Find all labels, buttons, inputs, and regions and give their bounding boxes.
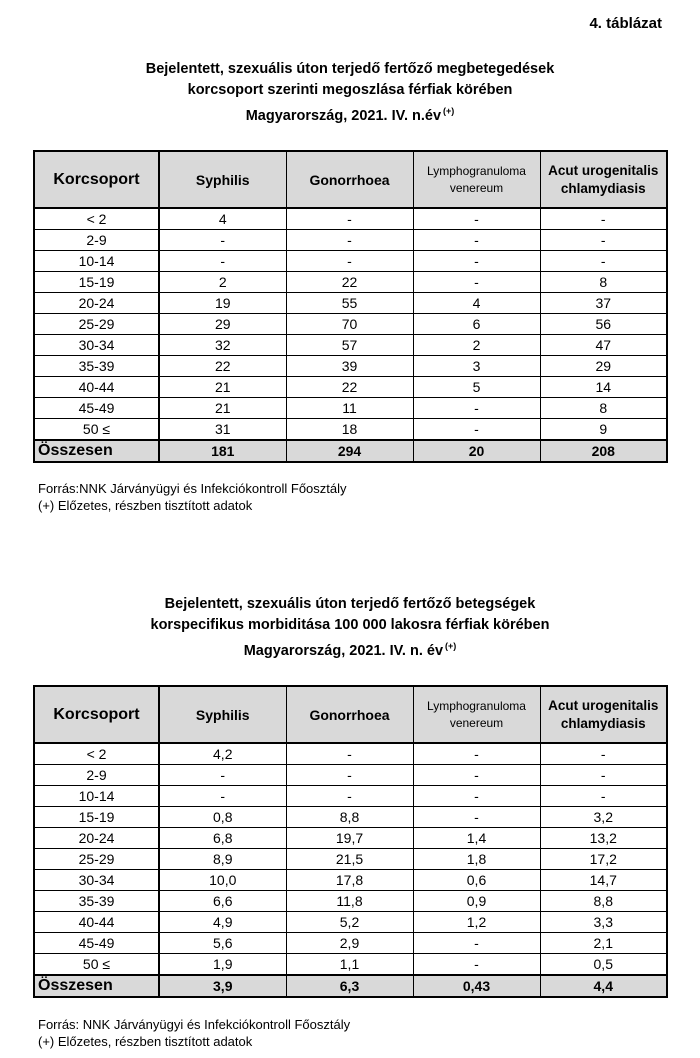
value-cell: 0,5	[540, 954, 667, 976]
age-group-cell: 2-9	[34, 230, 159, 251]
value-cell: -	[159, 765, 286, 786]
age-group-cell: < 2	[34, 743, 159, 765]
table1-source: Forrás:NNK Járványügyi és Infekciókontroll Főosztály	[38, 481, 347, 496]
value-cell: 1,4	[413, 828, 540, 849]
value-cell: 18	[286, 419, 413, 441]
age-group-cell: 30-34	[34, 335, 159, 356]
value-cell: -	[413, 398, 540, 419]
table1-title-line1: Bejelentett, szexuális úton terjedő fertőző megbetegedések	[145, 61, 555, 77]
value-cell: 2,9	[286, 933, 413, 954]
value-cell: 3,2	[540, 807, 667, 828]
value-cell: -	[413, 933, 540, 954]
value-cell: 70	[286, 314, 413, 335]
table2-footnote: (+) Előzetes, részben tisztított adatok	[38, 1034, 253, 1049]
age-group-cell: 35-39	[34, 891, 159, 912]
value-cell: 1,8	[413, 849, 540, 870]
table-row	[34, 891, 667, 912]
value-cell: -	[540, 208, 667, 230]
age-group-cell: 25-29	[34, 314, 159, 335]
table2-source: Forrás: NNK Járványügyi és Infekciókontroll Főosztály	[38, 1017, 351, 1032]
value-cell: 4,9	[159, 912, 286, 933]
value-cell: 8	[540, 272, 667, 293]
table2-title	[0, 594, 700, 662]
value-cell: -	[413, 419, 540, 441]
value-cell: -	[540, 743, 667, 765]
table1-header-1: Syphilis	[159, 151, 286, 208]
total-value-cell: 6,3	[286, 975, 413, 997]
table2-body	[34, 743, 667, 975]
value-cell: -	[413, 208, 540, 230]
value-cell: 6,8	[159, 828, 286, 849]
table2-header-3: Lymphogranuloma venereum	[413, 686, 540, 743]
table1-header-0: Korcsoport	[34, 151, 159, 208]
value-cell: 47	[540, 335, 667, 356]
value-cell: 0,6	[413, 870, 540, 891]
table-row	[34, 377, 667, 398]
table1-total-row	[34, 440, 667, 462]
value-cell: -	[540, 786, 667, 807]
value-cell: 21,5	[286, 849, 413, 870]
value-cell: -	[286, 251, 413, 272]
value-cell: 29	[540, 356, 667, 377]
value-cell: -	[413, 786, 540, 807]
value-cell: 1,9	[159, 954, 286, 976]
value-cell: -	[413, 807, 540, 828]
table-row	[34, 398, 667, 419]
table-row	[34, 828, 667, 849]
table1-header-2: Gonorrhoea	[286, 151, 413, 208]
value-cell: 5	[413, 377, 540, 398]
table1-header-4: Acut urogenitalis chlamydiasis	[540, 151, 667, 208]
table-row	[34, 251, 667, 272]
value-cell: -	[540, 251, 667, 272]
value-cell: 14,7	[540, 870, 667, 891]
value-cell: -	[159, 251, 286, 272]
value-cell: 8,8	[540, 891, 667, 912]
value-cell: -	[286, 765, 413, 786]
age-group-cell: 50 ≤	[34, 954, 159, 976]
table-row	[34, 933, 667, 954]
table-row	[34, 314, 667, 335]
value-cell: 4,2	[159, 743, 286, 765]
total-value-cell: 294	[286, 440, 413, 462]
total-value-cell: 3,9	[159, 975, 286, 997]
value-cell: 8,8	[286, 807, 413, 828]
age-group-cell: 10-14	[34, 251, 159, 272]
table-row	[34, 335, 667, 356]
age-group-cell: 40-44	[34, 912, 159, 933]
table1-body	[34, 208, 667, 440]
value-cell: -	[413, 765, 540, 786]
table-row	[34, 786, 667, 807]
table1-title	[0, 59, 700, 127]
value-cell: 22	[159, 356, 286, 377]
table2-header-2: Gonorrhoea	[286, 686, 413, 743]
age-group-cell: 30-34	[34, 870, 159, 891]
value-cell: -	[286, 208, 413, 230]
value-cell: -	[413, 230, 540, 251]
table2-header-0: Korcsoport	[34, 686, 159, 743]
table-row	[34, 807, 667, 828]
age-group-cell: 40-44	[34, 377, 159, 398]
total-label: Összesen	[34, 975, 159, 997]
age-group-cell: 10-14	[34, 786, 159, 807]
table1-header-row	[34, 151, 667, 208]
total-label: Összesen	[34, 440, 159, 462]
value-cell: 6	[413, 314, 540, 335]
table1-notes	[38, 480, 347, 514]
total-value-cell: 4,4	[540, 975, 667, 997]
value-cell: 10,0	[159, 870, 286, 891]
table2-header-4: Acut urogenitalis chlamydiasis	[540, 686, 667, 743]
age-group-cell: 45-49	[34, 933, 159, 954]
value-cell: 4	[159, 208, 286, 230]
table1	[33, 150, 668, 463]
value-cell: 39	[286, 356, 413, 377]
table-number: 4. táblázat	[589, 15, 662, 32]
value-cell: 37	[540, 293, 667, 314]
table-row	[34, 912, 667, 933]
value-cell: 3	[413, 356, 540, 377]
table1-header-3: Lymphogranuloma venereum	[413, 151, 540, 208]
table-row	[34, 954, 667, 976]
value-cell: 31	[159, 419, 286, 441]
age-group-cell: 15-19	[34, 272, 159, 293]
value-cell: 57	[286, 335, 413, 356]
value-cell: -	[159, 786, 286, 807]
table2-title-mark: (+)	[445, 641, 457, 651]
table1-title-line2: korcsoport szerinti megoszlása férfiak körében	[187, 82, 513, 98]
total-value-cell: 0,43	[413, 975, 540, 997]
total-value-cell: 181	[159, 440, 286, 462]
table-row	[34, 356, 667, 377]
value-cell: 3,3	[540, 912, 667, 933]
age-group-cell: 20-24	[34, 293, 159, 314]
table-row	[34, 765, 667, 786]
table2-total-row	[34, 975, 667, 997]
value-cell: 9	[540, 419, 667, 441]
value-cell: 29	[159, 314, 286, 335]
value-cell: 11	[286, 398, 413, 419]
table2-title-line3: Magyarország, 2021. IV. n. év (+)	[243, 641, 457, 659]
table2-header-1: Syphilis	[159, 686, 286, 743]
table2-title-line2: korspecifikus morbiditása 100 000 lakosra férfiak körében	[150, 617, 550, 633]
age-group-cell: 45-49	[34, 398, 159, 419]
value-cell: -	[413, 272, 540, 293]
value-cell: 0,9	[413, 891, 540, 912]
table1-footnote: (+) Előzetes, részben tisztított adatok	[38, 498, 253, 513]
value-cell: 19	[159, 293, 286, 314]
value-cell: 1,1	[286, 954, 413, 976]
value-cell: -	[413, 743, 540, 765]
value-cell: -	[413, 251, 540, 272]
age-group-cell: 50 ≤	[34, 419, 159, 441]
value-cell: 32	[159, 335, 286, 356]
value-cell: 17,2	[540, 849, 667, 870]
age-group-cell: < 2	[34, 208, 159, 230]
value-cell: 22	[286, 272, 413, 293]
value-cell: 21	[159, 377, 286, 398]
value-cell: 11,8	[286, 891, 413, 912]
table-row	[34, 870, 667, 891]
value-cell: 2	[159, 272, 286, 293]
table1-title-mark: (+)	[443, 106, 455, 116]
age-group-cell: 25-29	[34, 849, 159, 870]
value-cell: -	[286, 743, 413, 765]
value-cell: 22	[286, 377, 413, 398]
value-cell: 6,6	[159, 891, 286, 912]
value-cell: 1,2	[413, 912, 540, 933]
value-cell: 55	[286, 293, 413, 314]
value-cell: 14	[540, 377, 667, 398]
total-value-cell: 20	[413, 440, 540, 462]
total-value-cell: 208	[540, 440, 667, 462]
value-cell: 4	[413, 293, 540, 314]
age-group-cell: 2-9	[34, 765, 159, 786]
table-row	[34, 849, 667, 870]
value-cell: 2,1	[540, 933, 667, 954]
value-cell: -	[286, 230, 413, 251]
age-group-cell: 35-39	[34, 356, 159, 377]
table-row	[34, 208, 667, 230]
table2-title-line1: Bejelentett, szexuális úton terjedő fertőző betegségek	[164, 596, 536, 612]
age-group-cell: 15-19	[34, 807, 159, 828]
value-cell: 8	[540, 398, 667, 419]
value-cell: -	[286, 786, 413, 807]
table-row	[34, 743, 667, 765]
value-cell: -	[540, 765, 667, 786]
table1-title-line3: Magyarország, 2021. IV. n.év (+)	[245, 106, 455, 124]
table2-notes	[38, 1016, 350, 1050]
value-cell: 8,9	[159, 849, 286, 870]
table-row	[34, 272, 667, 293]
value-cell: 17,8	[286, 870, 413, 891]
table2-header-row	[34, 686, 667, 743]
value-cell: 0,8	[159, 807, 286, 828]
value-cell: 2	[413, 335, 540, 356]
table2	[33, 685, 668, 998]
value-cell: -	[540, 230, 667, 251]
value-cell: 19,7	[286, 828, 413, 849]
value-cell: 5,2	[286, 912, 413, 933]
table-row	[34, 293, 667, 314]
table-row	[34, 419, 667, 441]
value-cell: 13,2	[540, 828, 667, 849]
value-cell: 5,6	[159, 933, 286, 954]
value-cell: 21	[159, 398, 286, 419]
value-cell: -	[413, 954, 540, 976]
age-group-cell: 20-24	[34, 828, 159, 849]
value-cell: 56	[540, 314, 667, 335]
table-row	[34, 230, 667, 251]
value-cell: -	[159, 230, 286, 251]
